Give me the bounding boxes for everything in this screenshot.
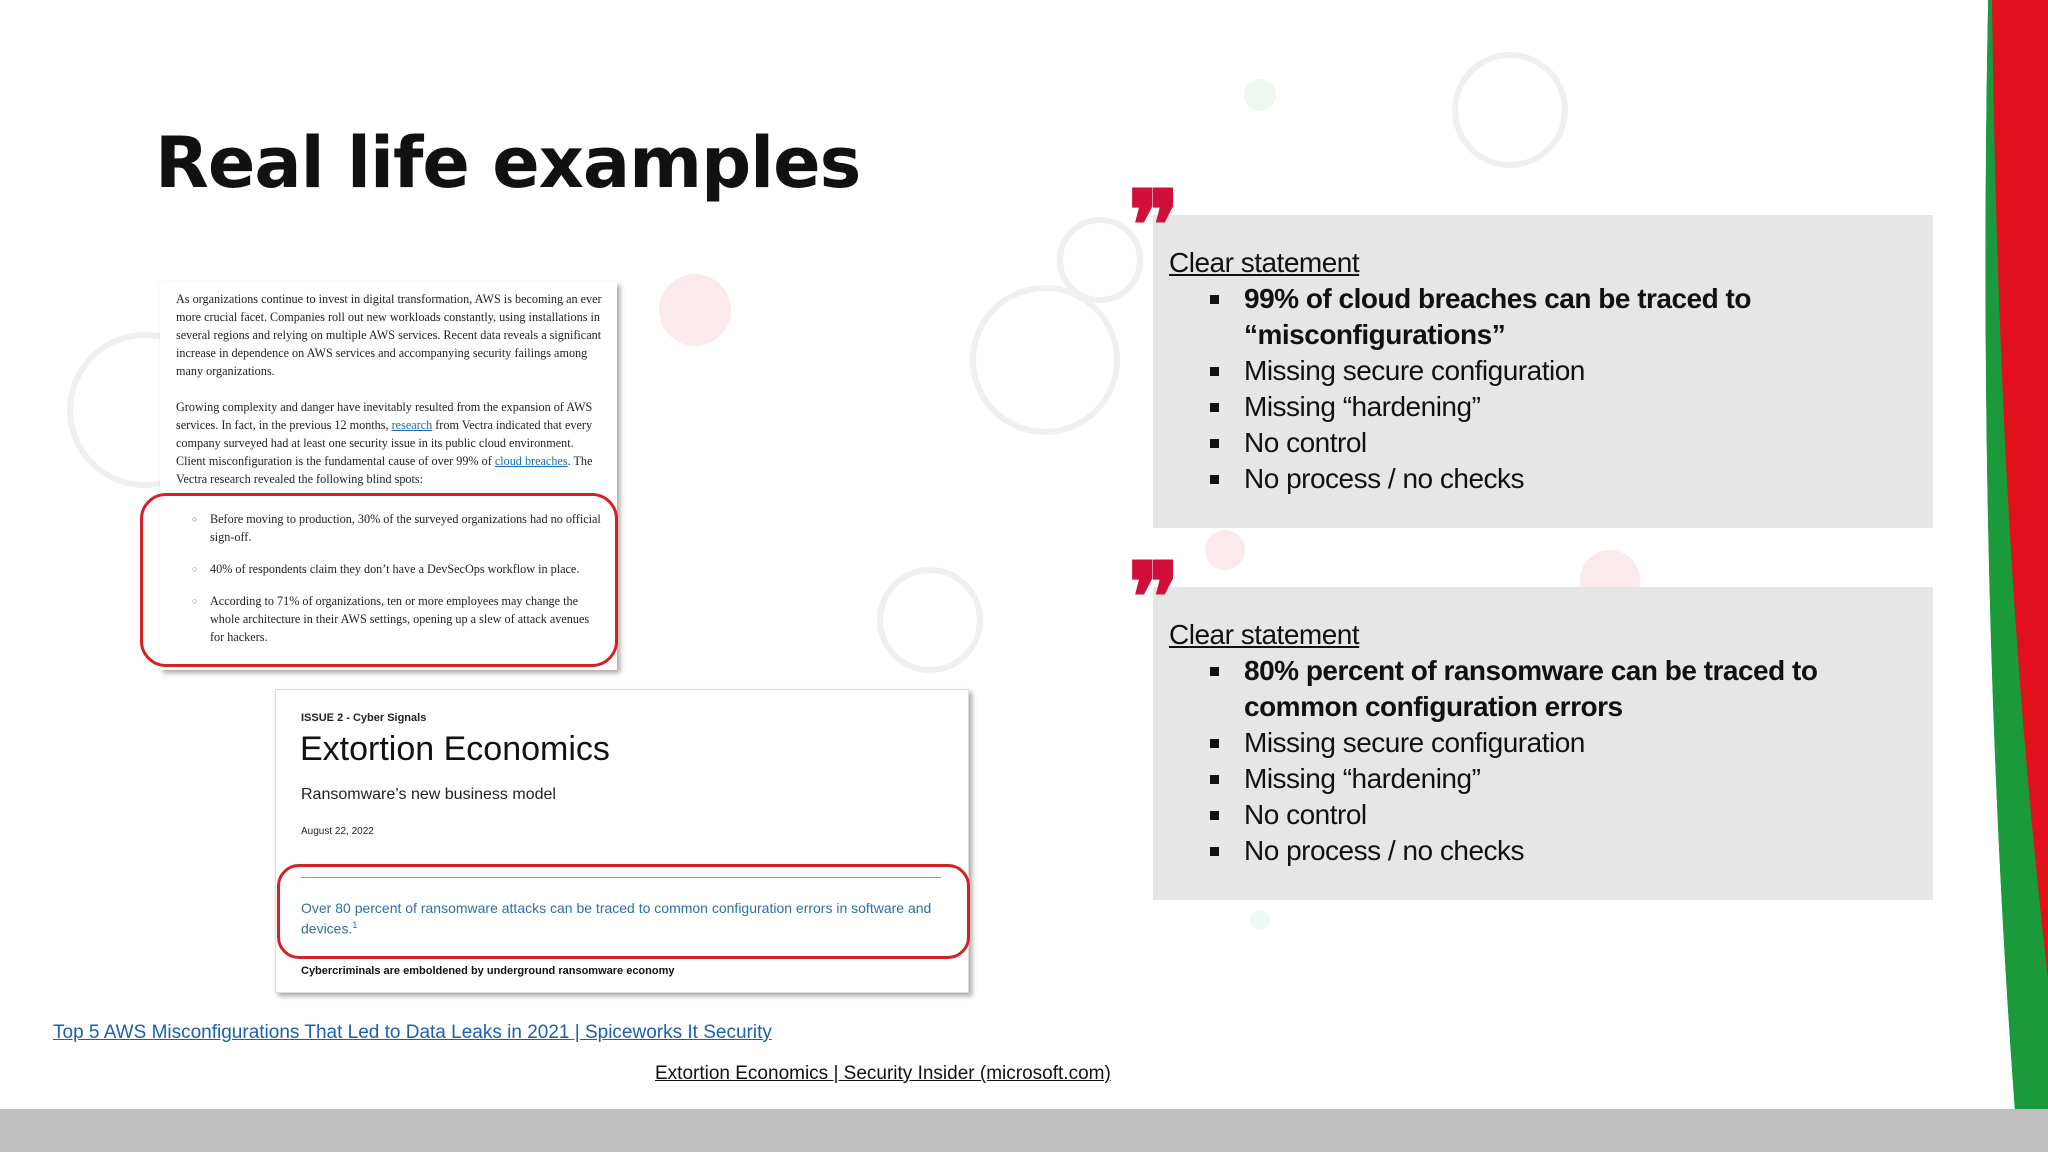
list-item: Missing “hardening” [1208,389,1908,425]
list-item: No process / no checks [1208,833,1908,869]
highlight-box [140,493,618,667]
quote-mark-icon: ❞ [1128,541,1166,654]
statement-list [1208,653,1908,869]
quote-text: Over 80 percent of ransomware attacks can be traced to common configuration errors in software and devices. [301,900,932,937]
paragraph-text: from Vectra indicated that every company surveyed had at least one security issue in its public cloud environment. Client misconfiguration is the fundamental cause of over 99% of [176,418,593,468]
panel-heading: Clear statement [1169,247,1360,278]
right-edge-band [1958,0,2048,1152]
article-paragraph: As organizations continue to invest in digital transformation, AWS is becoming an ever more crucial facet. Companies roll out new workloads constantly, using installations in several regions and relying on multiple AWS services. Recent data reveals a significant increase in dependence on AWS services and accompanying security failings among many organizations. [176,292,602,378]
list-item: ○ 40% of respondents claim they don’t have a DevSecOps workflow in place. [190,560,605,578]
article-date: August 22, 2022 [301,826,374,837]
list-item: Missing secure configuration [1208,353,1908,389]
list-item: No process / no checks [1208,461,1908,497]
list-item: No control [1208,425,1908,461]
paragraph-text: Growing complexity and danger have inevitably resulted from the expansion of AWS services. In fact, in the previous 12 months, [176,400,593,432]
article-subheadline: Ransomware’s new business model [301,786,556,803]
highlight-box [277,864,970,959]
article-footer-note: Cybercriminals are emboldened by underground ransomware economy [301,965,675,977]
statement-list [1208,281,1908,497]
statement-panel [1153,587,1933,900]
list-item: Missing secure configuration [1208,725,1908,761]
list-item: No control [1208,797,1908,833]
spiceworks-source-link[interactable]: Top 5 AWS Misconfigurations That Led to Data Leaks in 2021 | Spiceworks It Security [53,1022,772,1043]
quote-mark-icon: ❞ [1128,169,1166,282]
list-item: 80% percent of ransomware can be traced to common configuration errors [1208,653,1908,725]
article-headline: Extortion Economics [300,730,610,768]
panel-heading: Clear statement [1169,619,1360,650]
paragraph-text: . The Vectra research revealed the following blind spots: [176,454,593,486]
list-item: 99% of cloud breaches can be traced to “misconfigurations” [1208,281,1908,353]
cloud-breaches-link[interactable]: cloud breaches [494,454,568,468]
list-item: ○ Before moving to production, 30% of the surveyed organizations had no official sign-off. [190,510,605,546]
list-item: ○ According to 71% of organizations, ten or more employees may change the whole architecture in their AWS settings, opening up a slew of attack avenues for hackers. [190,592,605,646]
slide-title: Real life examples [155,122,861,204]
article-paragraph [176,398,606,488]
issue-label: ISSUE 2 - Cyber Signals [301,712,427,724]
research-link[interactable]: research [391,418,433,432]
list-item: Missing “hardening” [1208,761,1908,797]
footer-bar [0,1109,2048,1152]
footnote-marker: 1 [352,920,358,930]
microsoft-source-link[interactable]: Extortion Economics | Security Insider (microsoft.com) [655,1063,1111,1084]
statement-panel [1153,215,1933,528]
